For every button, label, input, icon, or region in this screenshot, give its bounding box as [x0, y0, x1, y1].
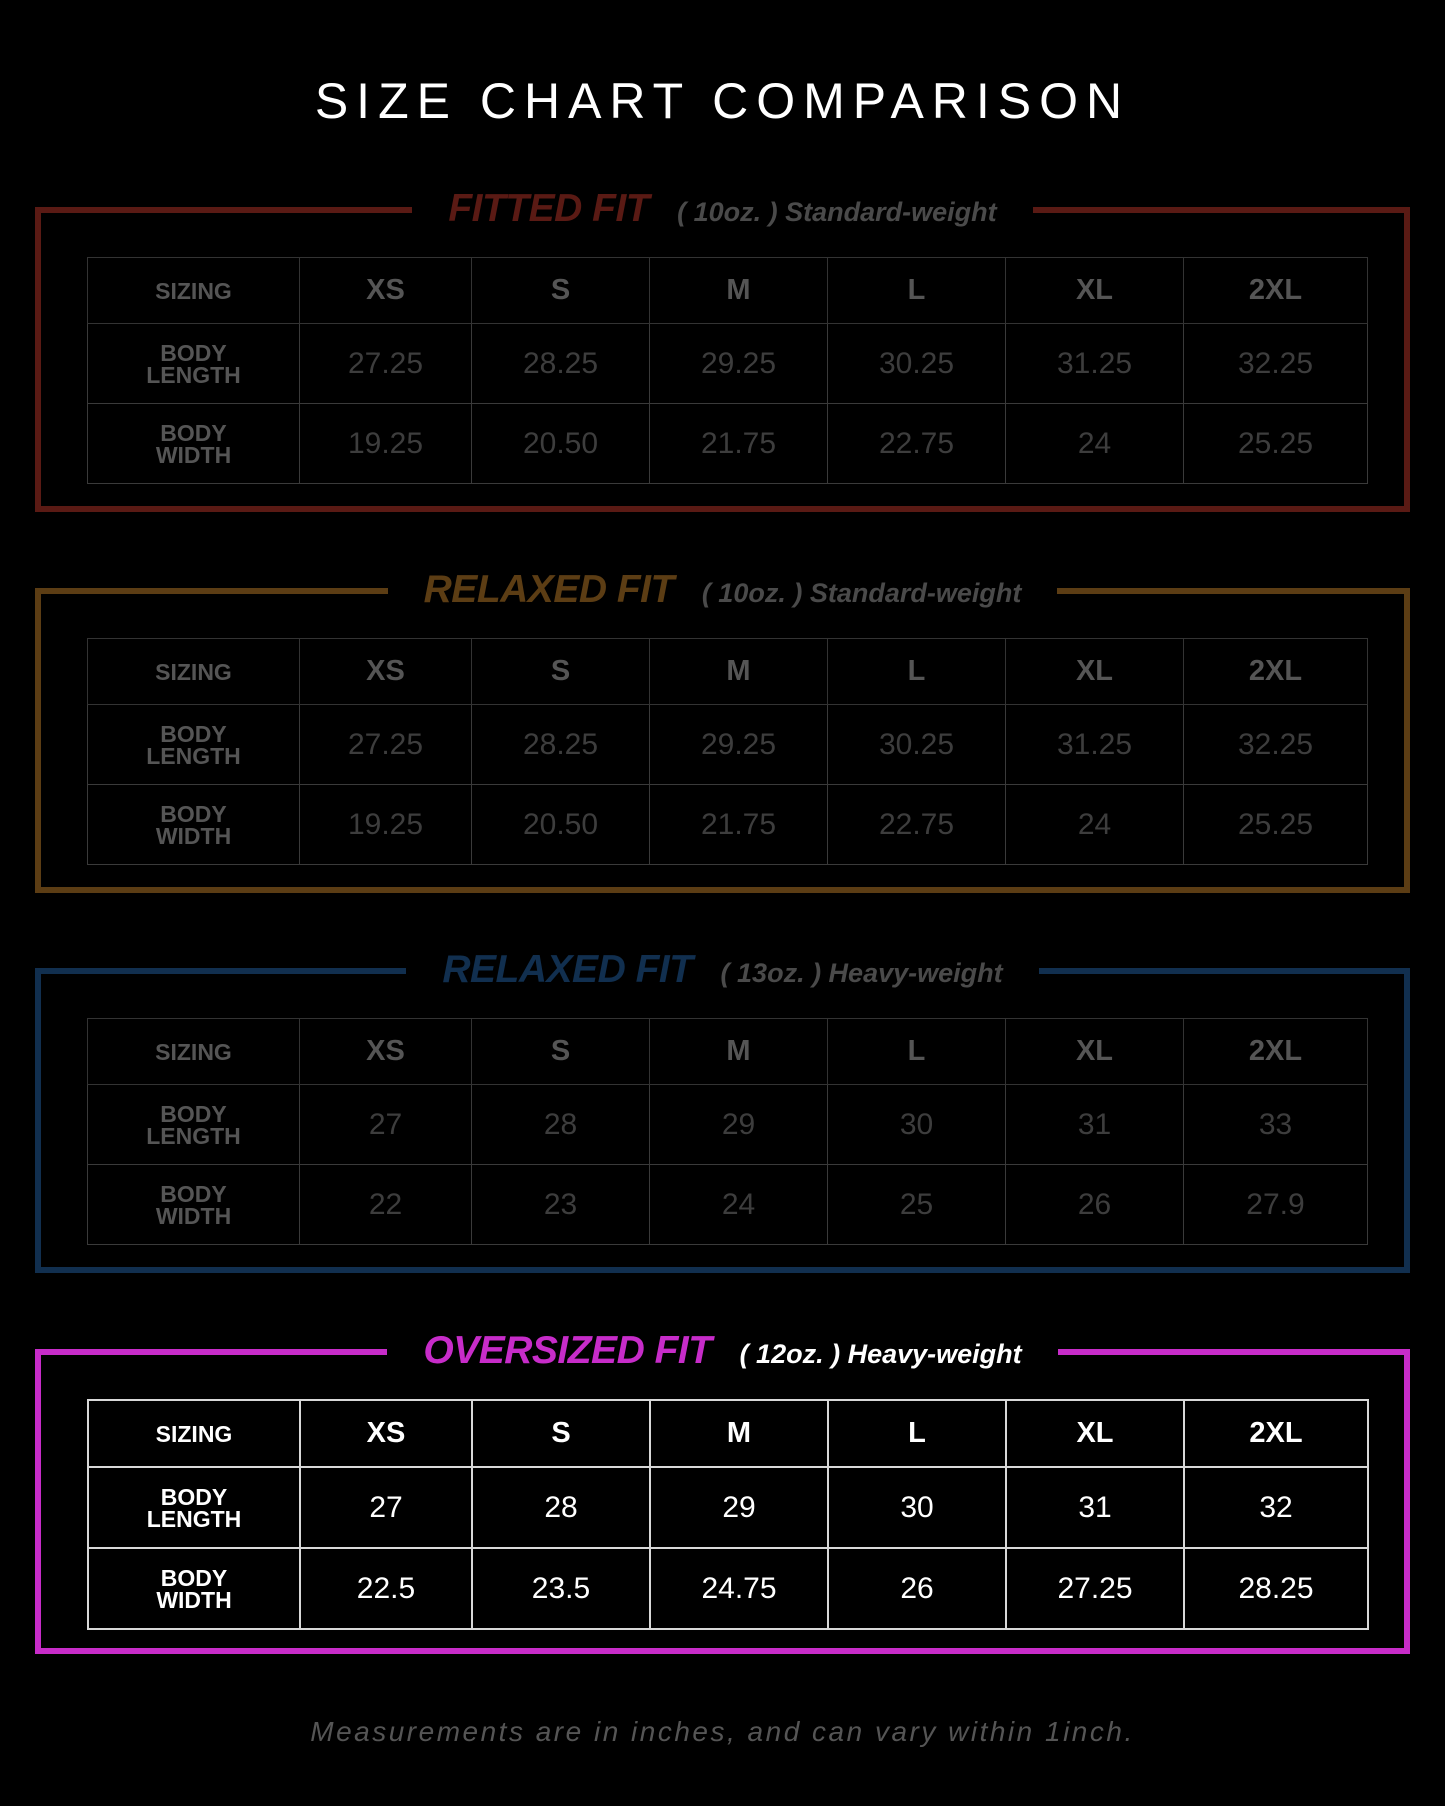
table-row	[88, 1548, 1368, 1629]
size-header-cell: S	[472, 1400, 650, 1467]
table-row	[88, 785, 1368, 865]
size-table	[87, 1018, 1368, 1245]
measurement-cell: 22.5	[300, 1548, 472, 1629]
measurement-cell: 23.5	[472, 1548, 650, 1629]
measurement-cell: 31.25	[1006, 705, 1184, 785]
sizing-header-cell: SIZING	[88, 639, 300, 705]
section-header	[41, 567, 1404, 613]
size-header-cell: 2XL	[1184, 639, 1368, 705]
measurement-cell: 28.25	[1184, 1548, 1368, 1629]
size-header-cell: L	[828, 1400, 1006, 1467]
size-header-cell: S	[472, 1019, 650, 1085]
size-chart-section	[35, 568, 1410, 893]
section-header	[41, 186, 1404, 232]
row-label: BODY LENGTH	[146, 339, 241, 388]
measurement-cell: 20.50	[472, 785, 650, 865]
measurement-cell: 28.25	[472, 324, 650, 404]
row-label-cell	[88, 1165, 300, 1245]
measurement-cell: 19.25	[300, 785, 472, 865]
row-label: BODY WIDTH	[155, 1180, 232, 1229]
measurement-cell: 30.25	[828, 705, 1006, 785]
size-header-cell: 2XL	[1184, 1019, 1368, 1085]
size-header-cell: L	[828, 639, 1006, 705]
size-header-cell: 2XL	[1184, 258, 1368, 324]
measurement-cell: 28.25	[472, 705, 650, 785]
page-title: SIZE CHART COMPARISON	[314, 73, 1131, 129]
measurement-cell: 27	[300, 1085, 472, 1165]
measurement-cell: 23	[472, 1165, 650, 1245]
size-table	[87, 257, 1368, 484]
measurement-cell: 30	[828, 1467, 1006, 1548]
row-label-cell	[88, 705, 300, 785]
size-table	[87, 1399, 1369, 1630]
size-header-cell: M	[650, 1019, 828, 1085]
row-label: BODY WIDTH	[155, 800, 232, 849]
sizing-header-cell: SIZING	[88, 1400, 300, 1467]
fit-weight: ( 10oz. ) Standard-weight	[677, 197, 997, 227]
size-chart-section	[35, 948, 1410, 1273]
measurement-cell: 25	[828, 1165, 1006, 1245]
size-header-cell: XS	[300, 1019, 472, 1085]
sizing-header-cell: SIZING	[88, 1019, 300, 1085]
measurement-cell: 31	[1006, 1467, 1184, 1548]
size-header-cell: M	[650, 258, 828, 324]
size-header-cell: S	[472, 258, 650, 324]
measurement-cell: 24.75	[650, 1548, 828, 1629]
size-header-cell: XS	[300, 1400, 472, 1467]
size-header-cell: L	[828, 1019, 1006, 1085]
measurement-cell: 22	[300, 1165, 472, 1245]
size-header-cell: S	[472, 639, 650, 705]
table-header-row	[88, 639, 1368, 705]
measurement-cell: 26	[1006, 1165, 1184, 1245]
measurement-cell: 27.25	[1006, 1548, 1184, 1629]
measurement-cell: 24	[650, 1165, 828, 1245]
measurement-cell: 24	[1006, 785, 1184, 865]
table-row	[88, 1467, 1368, 1548]
table-row	[88, 1085, 1368, 1165]
size-header-cell: XS	[300, 639, 472, 705]
table-header-row	[88, 1019, 1368, 1085]
measurement-cell: 20.50	[472, 404, 650, 484]
table-row	[88, 324, 1368, 404]
measurement-cell: 25.25	[1184, 785, 1368, 865]
measurement-cell: 33	[1184, 1085, 1368, 1165]
measurement-cell: 27	[300, 1467, 472, 1548]
measurement-cell: 22.75	[828, 785, 1006, 865]
measurement-cell: 19.25	[300, 404, 472, 484]
measurement-cell: 26	[828, 1548, 1006, 1629]
row-label-cell	[88, 785, 300, 865]
row-label-cell	[88, 1085, 300, 1165]
fit-name: RELAXED FIT	[442, 948, 693, 991]
table-header-row	[88, 1400, 1368, 1467]
row-label-cell	[88, 1548, 300, 1629]
row-label: BODY WIDTH	[155, 419, 232, 468]
section-header-inner	[406, 947, 1038, 993]
measurement-cell: 29.25	[650, 324, 828, 404]
measurement-cell: 29	[650, 1085, 828, 1165]
measurement-cell: 25.25	[1184, 404, 1368, 484]
table-row	[88, 705, 1368, 785]
table-row	[88, 1165, 1368, 1245]
size-chart-section	[35, 1329, 1410, 1654]
row-label: BODY WIDTH	[156, 1564, 232, 1613]
row-label-cell	[88, 324, 300, 404]
size-header-cell: M	[650, 639, 828, 705]
measurement-cell: 30.25	[828, 324, 1006, 404]
size-header-cell: XL	[1006, 258, 1184, 324]
measurement-cell: 28	[472, 1467, 650, 1548]
row-label: BODY LENGTH	[146, 1100, 241, 1149]
measurement-cell: 30	[828, 1085, 1006, 1165]
table-row	[88, 404, 1368, 484]
section-header	[41, 947, 1404, 993]
size-header-cell: XL	[1006, 1400, 1184, 1467]
fit-name: FITTED FIT	[448, 187, 650, 230]
section-header-inner	[412, 186, 1032, 232]
row-label: BODY LENGTH	[146, 1483, 242, 1532]
size-header-cell: 2XL	[1184, 1400, 1368, 1467]
fit-weight: ( 10oz. ) Standard-weight	[701, 578, 1022, 608]
fit-name: OVERSIZED FIT	[423, 1329, 712, 1372]
measurement-cell: 31	[1006, 1085, 1184, 1165]
table-header-row	[88, 258, 1368, 324]
size-header-cell: XS	[300, 258, 472, 324]
measurement-cell: 32.25	[1184, 705, 1368, 785]
size-header-cell: XL	[1006, 639, 1184, 705]
measurement-cell: 31.25	[1006, 324, 1184, 404]
row-label-cell	[88, 404, 300, 484]
measurement-cell: 27.25	[300, 705, 472, 785]
size-header-cell: M	[650, 1400, 828, 1467]
measurement-cell: 24	[1006, 404, 1184, 484]
measurement-cell: 21.75	[650, 404, 828, 484]
measurement-cell: 27.25	[300, 324, 472, 404]
measurement-cell: 28	[472, 1085, 650, 1165]
size-header-cell: XL	[1006, 1019, 1184, 1085]
measurement-cell: 29.25	[650, 705, 828, 785]
measurement-cell: 32.25	[1184, 324, 1368, 404]
section-header	[41, 1328, 1404, 1374]
sizing-header-cell: SIZING	[88, 258, 300, 324]
fit-weight: ( 13oz. ) Heavy-weight	[720, 958, 1003, 988]
measurement-cell: 27.9	[1184, 1165, 1368, 1245]
row-label-cell	[88, 1467, 300, 1548]
fit-name: RELAXED FIT	[423, 568, 674, 611]
size-table	[87, 638, 1368, 865]
section-header-inner	[388, 567, 1058, 613]
size-header-cell: L	[828, 258, 1006, 324]
size-chart-section	[35, 187, 1410, 512]
row-label: BODY LENGTH	[146, 720, 241, 769]
section-header-inner	[387, 1328, 1057, 1374]
measurement-cell: 21.75	[650, 785, 828, 865]
fit-weight: ( 12oz. ) Heavy-weight	[739, 1339, 1022, 1369]
measurement-cell: 22.75	[828, 404, 1006, 484]
measurement-cell: 32	[1184, 1467, 1368, 1548]
footer-note: Measurements are in inches, and can vary within 1inch.	[310, 1716, 1135, 1747]
measurement-cell: 29	[650, 1467, 828, 1548]
